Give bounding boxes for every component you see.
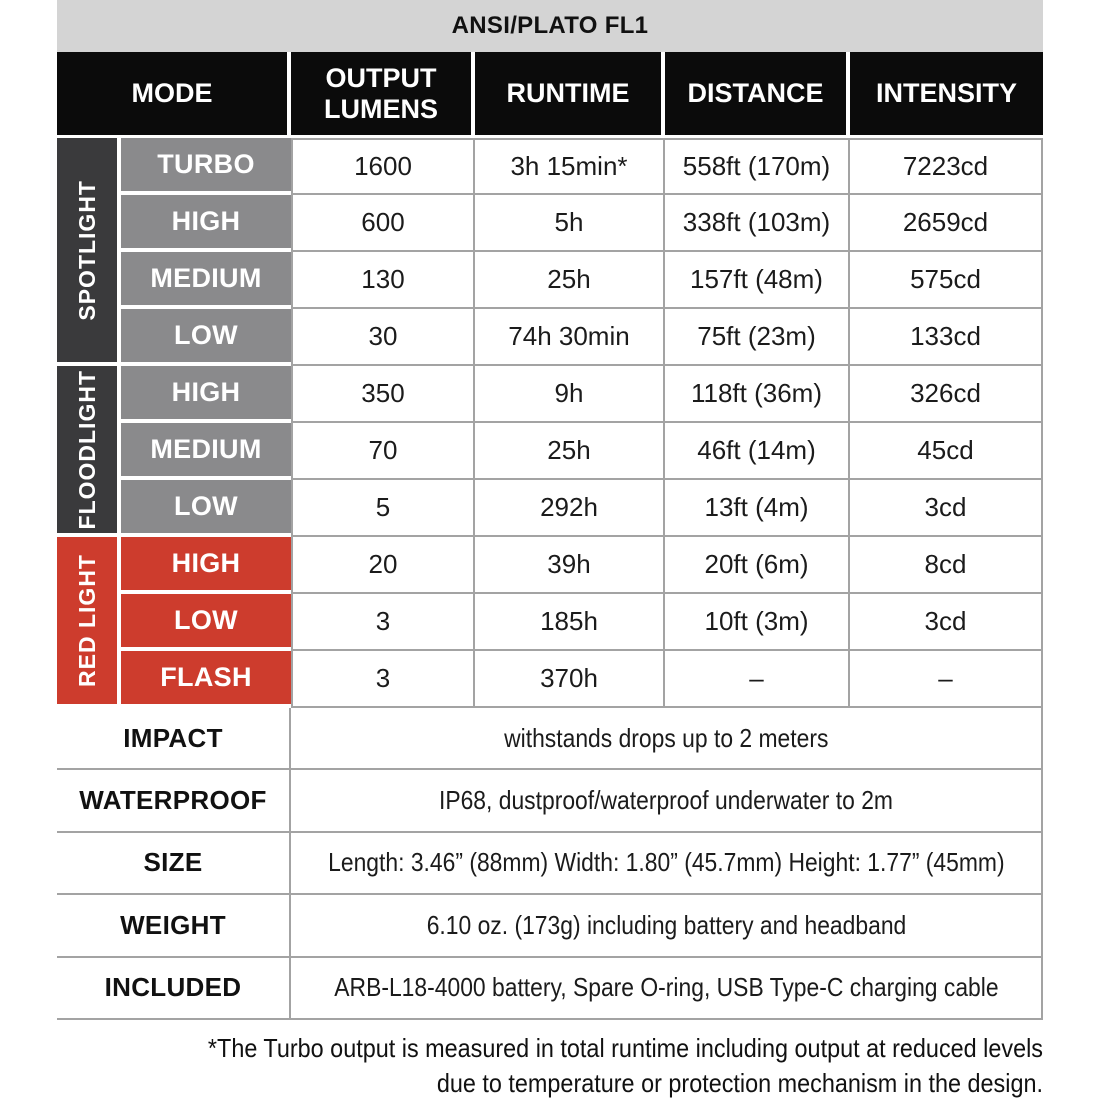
distance-cell: 118ft (36m) bbox=[665, 366, 850, 423]
column-header-output-lumens: OUTPUT LUMENS bbox=[291, 52, 475, 138]
mode-cell: HIGH bbox=[121, 195, 291, 252]
intensity-cell: 3cd bbox=[850, 594, 1043, 651]
mode-cell: MEDIUM bbox=[121, 252, 291, 309]
intensity-cell: 133cd bbox=[850, 309, 1043, 366]
runtime-cell: 370h bbox=[475, 651, 665, 708]
group-label-text: FLOODLIGHT bbox=[73, 369, 100, 530]
spec-value-text: withstands drops up to 2 meters bbox=[503, 722, 829, 753]
intensity-cell: – bbox=[850, 651, 1043, 708]
spec-label-included: INCLUDED bbox=[57, 958, 291, 1020]
column-header-distance: DISTANCE bbox=[665, 52, 850, 138]
spec-label-waterproof: WATERPROOF bbox=[57, 770, 291, 832]
lumens-cell: 600 bbox=[291, 195, 475, 252]
distance-cell: 10ft (3m) bbox=[665, 594, 850, 651]
lumens-cell: 70 bbox=[291, 423, 475, 480]
spec-value-text: 6.10 oz. (173g) including battery and headband bbox=[426, 909, 906, 940]
runtime-cell: 9h bbox=[475, 366, 665, 423]
runtime-cell: 5h bbox=[475, 195, 665, 252]
distance-cell: 46ft (14m) bbox=[665, 423, 850, 480]
lumens-cell: 1600 bbox=[291, 138, 475, 195]
lumens-cell: 130 bbox=[291, 252, 475, 309]
runtime-cell: 74h 30min bbox=[475, 309, 665, 366]
mode-cell: FLASH bbox=[121, 651, 291, 708]
runtime-cell: 292h bbox=[475, 480, 665, 537]
spec-value-text: ARB-L18-4000 battery, Spare O-ring, USB Type-C charging cable bbox=[333, 972, 999, 1003]
runtime-cell: 39h bbox=[475, 537, 665, 594]
column-header-intensity: INTENSITY bbox=[850, 52, 1043, 138]
footnote-line-1: *The Turbo output is measured in total runtime including output at reduced levels bbox=[207, 1033, 1043, 1063]
runtime-cell: 25h bbox=[475, 252, 665, 309]
distance-cell: 75ft (23m) bbox=[665, 309, 850, 366]
mode-cell: HIGH bbox=[121, 537, 291, 594]
spec-value-text: Length: 3.46” (88mm) Width: 1.80” (45.7mm) Height: 1.77” (45mm) bbox=[327, 847, 1005, 878]
distance-cell: 558ft (170m) bbox=[665, 138, 850, 195]
group-label-text: SPOTLIGHT bbox=[73, 179, 100, 321]
spec-value-text: IP68, dustproof/waterproof underwater to 2m bbox=[438, 785, 894, 816]
spec-value-weight bbox=[291, 895, 1043, 957]
mode-cell: TURBO bbox=[121, 138, 291, 195]
distance-cell: 20ft (6m) bbox=[665, 537, 850, 594]
turbo-footnote bbox=[57, 1031, 1043, 1100]
spec-table bbox=[57, 0, 1043, 1020]
lumens-cell: 3 bbox=[291, 594, 475, 651]
table-title: ANSI/PLATO FL1 bbox=[57, 0, 1043, 52]
lumens-cell: 5 bbox=[291, 480, 475, 537]
spec-label-size: SIZE bbox=[57, 833, 291, 895]
mode-cell: LOW bbox=[121, 594, 291, 651]
footnote-line-2: due to temperature or protection mechanism in the design. bbox=[436, 1068, 1043, 1098]
spec-value-size bbox=[291, 833, 1043, 895]
spec-label-weight: WEIGHT bbox=[57, 895, 291, 957]
mode-cell: HIGH bbox=[121, 366, 291, 423]
runtime-cell: 25h bbox=[475, 423, 665, 480]
intensity-cell: 2659cd bbox=[850, 195, 1043, 252]
distance-cell: 338ft (103m) bbox=[665, 195, 850, 252]
spec-value-impact bbox=[291, 708, 1043, 770]
group-label-floodlight bbox=[57, 366, 121, 537]
lumens-cell: 30 bbox=[291, 309, 475, 366]
intensity-cell: 45cd bbox=[850, 423, 1043, 480]
intensity-cell: 7223cd bbox=[850, 138, 1043, 195]
spec-value-included bbox=[291, 958, 1043, 1020]
runtime-cell: 3h 15min* bbox=[475, 138, 665, 195]
distance-cell: 157ft (48m) bbox=[665, 252, 850, 309]
mode-cell: LOW bbox=[121, 480, 291, 537]
distance-cell: 13ft (4m) bbox=[665, 480, 850, 537]
lumens-cell: 20 bbox=[291, 537, 475, 594]
intensity-cell: 575cd bbox=[850, 252, 1043, 309]
intensity-cell: 326cd bbox=[850, 366, 1043, 423]
lumens-cell: 3 bbox=[291, 651, 475, 708]
mode-cell: MEDIUM bbox=[121, 423, 291, 480]
runtime-cell: 185h bbox=[475, 594, 665, 651]
mode-cell: LOW bbox=[121, 309, 291, 366]
distance-cell: – bbox=[665, 651, 850, 708]
group-label-text: RED LIGHT bbox=[73, 554, 100, 687]
spec-label-impact: IMPACT bbox=[57, 708, 291, 770]
group-label-red-light bbox=[57, 537, 121, 708]
intensity-cell: 8cd bbox=[850, 537, 1043, 594]
column-header-runtime: RUNTIME bbox=[475, 52, 665, 138]
lumens-cell: 350 bbox=[291, 366, 475, 423]
column-header-mode: MODE bbox=[57, 52, 291, 138]
group-label-spotlight bbox=[57, 138, 121, 366]
intensity-cell: 3cd bbox=[850, 480, 1043, 537]
spec-value-waterproof bbox=[291, 770, 1043, 832]
